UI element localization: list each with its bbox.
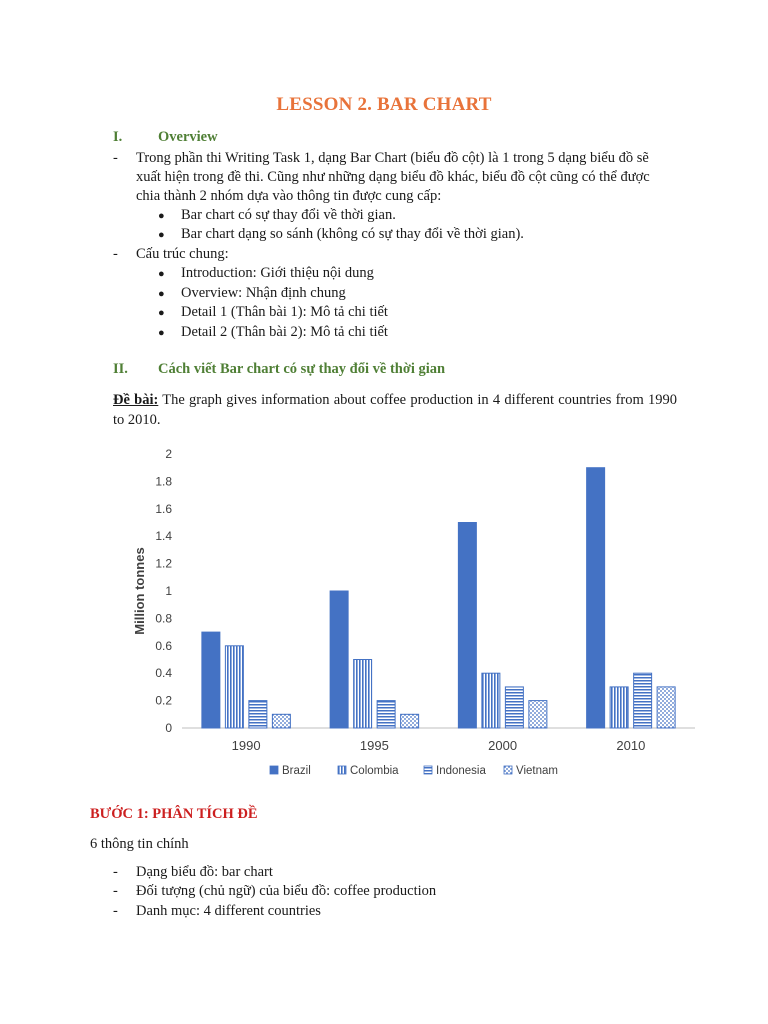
y-tick-label: 1 — [165, 584, 172, 598]
bar-vietnam-2010 — [657, 687, 675, 728]
bar-chart — [110, 440, 710, 790]
legend-label-vietnam: Vietnam — [516, 765, 558, 777]
section-1-title: Overview — [158, 129, 218, 145]
bar-vietnam-1995 — [401, 714, 419, 728]
bar-indonesia-1990 — [249, 701, 267, 728]
dash-marker: - — [113, 150, 118, 166]
bar-colombia-2000 — [482, 673, 500, 728]
y-tick-label: 1.8 — [155, 474, 172, 489]
step-1-intro: 6 thông tin chính — [90, 836, 189, 852]
bullet-icon: ● — [158, 229, 165, 241]
legend-label-indonesia: Indonesia — [436, 765, 486, 777]
x-tick-label: 2000 — [488, 738, 518, 753]
bullet-icon: ● — [158, 210, 165, 222]
bar-colombia-1995 — [354, 660, 372, 729]
step-1-item: Danh mục: 4 different countries — [136, 903, 321, 919]
bar-vietnam-1990 — [272, 714, 290, 728]
bullet-icon: ● — [158, 307, 165, 319]
dash-marker: - — [113, 246, 118, 262]
bullet-text: Bar chart có sự thay đổi về thời gian. — [181, 207, 396, 223]
dash-marker: - — [113, 883, 118, 899]
paragraph-line: xuất hiện trong đề thi. Cũng như những dạng biểu đồ khác, biểu đồ cột cũng có thể được — [136, 169, 650, 185]
bar-indonesia-2000 — [505, 687, 523, 728]
bar-indonesia-2010 — [634, 673, 652, 728]
y-tick-label: 1.2 — [155, 556, 172, 571]
y-tick-label: 0.8 — [155, 611, 172, 626]
legend-swatch-brazil — [270, 766, 278, 774]
legend-label-brazil: Brazil — [282, 765, 311, 777]
bullet-text: Overview: Nhận định chung — [181, 285, 346, 301]
bullet-icon: ● — [158, 268, 165, 280]
bar-vietnam-2000 — [529, 701, 547, 728]
lesson-title: LESSON 2. BAR CHART — [276, 94, 492, 115]
section-2-title: Cách viết Bar chart có sự thay đổi về thời gian — [158, 361, 446, 377]
task-prompt-text: The graph gives information about coffee production in 4 different countries from 1990 to 2010. — [113, 392, 677, 428]
bullet-text: Detail 1 (Thân bài 1): Mô tả chi tiết — [181, 304, 388, 320]
bar-brazil-2000 — [458, 523, 476, 729]
dash-marker: - — [113, 864, 118, 880]
bullet-icon: ● — [158, 327, 165, 339]
legend-swatch-colombia — [338, 766, 346, 774]
step-1-heading: BƯỚC 1: PHÂN TÍCH ĐỀ — [90, 806, 258, 822]
bar-colombia-2010 — [610, 687, 628, 728]
legend-swatch-indonesia — [424, 766, 432, 774]
legend-label-colombia: Colombia — [350, 765, 399, 777]
structure-label: Cấu trúc chung: — [136, 246, 229, 262]
y-tick-label: 0 — [165, 721, 172, 735]
bar-colombia-1990 — [225, 646, 243, 728]
y-tick-label: 0.6 — [155, 638, 172, 653]
paragraph-line: Trong phần thi Writing Task 1, dạng Bar Chart (biểu đồ cột) là 1 trong 5 dạng biểu đồ sẽ — [136, 150, 649, 166]
y-tick-label: 1.6 — [155, 501, 172, 516]
step-1-item: Đối tượng (chủ ngữ) của biểu đồ: coffee production — [136, 883, 437, 899]
y-tick-label: 0.2 — [155, 693, 172, 708]
section-2-number: II. — [113, 361, 128, 377]
task-prompt-label: Đề bài: — [113, 392, 159, 408]
y-tick-label: 1.4 — [155, 529, 172, 544]
legend-swatch-vietnam — [504, 766, 512, 774]
step-1-item: Dạng biểu đồ: bar chart — [136, 864, 273, 880]
x-tick-label: 1990 — [231, 738, 261, 753]
bullet-text: Bar chart dạng so sánh (không có sự thay đổi về thời gian). — [181, 226, 524, 242]
bullet-text: Introduction: Giới thiệu nội dung — [181, 265, 374, 281]
bar-brazil-1990 — [202, 632, 220, 728]
y-axis-label: Million tonnes — [132, 547, 147, 635]
bar-brazil-1995 — [330, 591, 348, 728]
dash-marker: - — [113, 903, 118, 919]
bar-brazil-2010 — [587, 468, 605, 728]
bullet-icon: ● — [158, 288, 165, 300]
section-1-heading — [113, 129, 218, 146]
x-tick-label: 1995 — [359, 738, 389, 753]
section-1-number: I. — [113, 129, 123, 145]
section-2-heading — [113, 361, 445, 378]
y-tick-label: 0.4 — [155, 666, 172, 681]
paragraph-line: chia thành 2 nhóm dựa vào thông tin được cung cấp: — [136, 188, 442, 204]
y-tick-label: 2 — [165, 447, 172, 461]
bullet-text: Detail 2 (Thân bài 2): Mô tả chi tiết — [181, 324, 388, 340]
x-tick-label: 2010 — [616, 738, 646, 753]
bar-indonesia-1995 — [377, 701, 395, 728]
task-prompt — [113, 391, 677, 430]
